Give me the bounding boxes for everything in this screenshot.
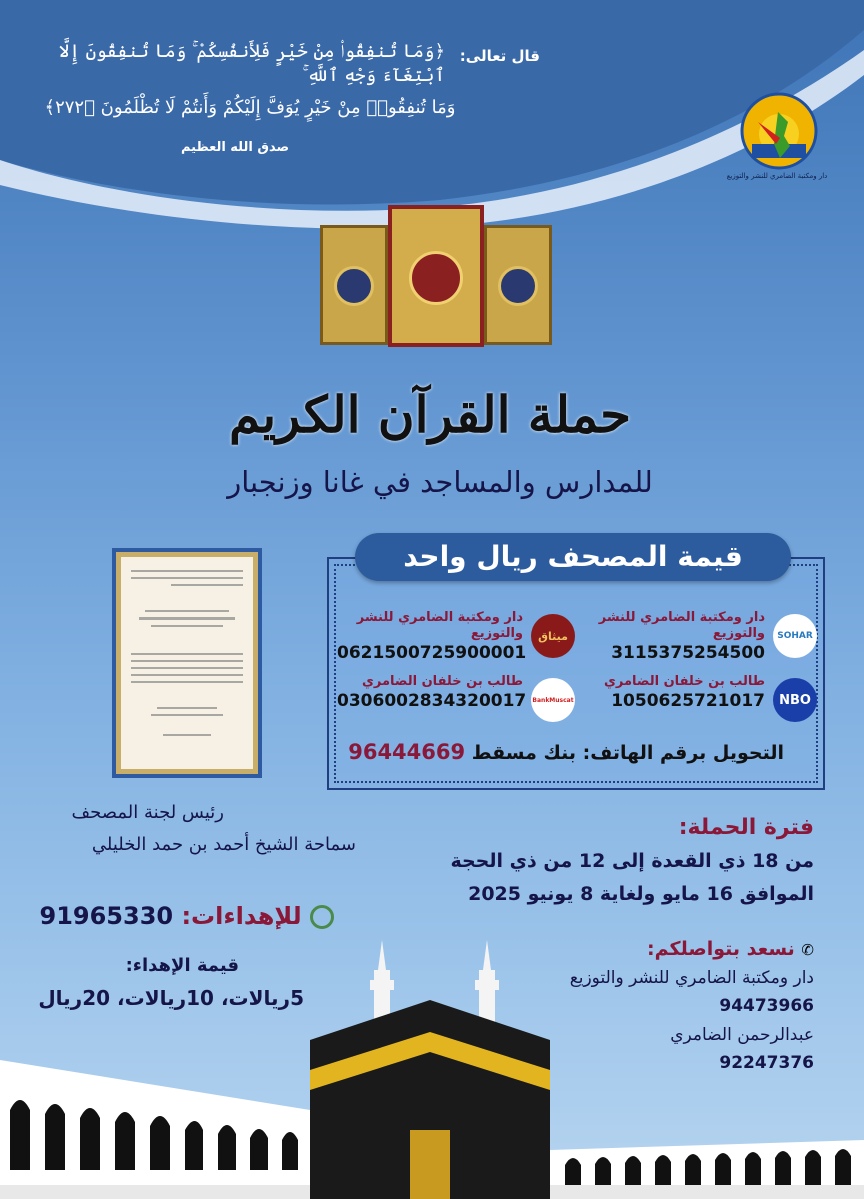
contact-heading bbox=[647, 938, 814, 960]
account-holder: دار ومكتبة الضامري للنشر والتوزيع bbox=[356, 610, 523, 641]
gift-values: 5ريالات، 10ريالات، 20ريال bbox=[38, 986, 304, 1010]
committee-head-name: سماحة الشيخ أحمد بن حمد الخليلي bbox=[91, 834, 356, 855]
kaaba-illustration bbox=[300, 940, 560, 1199]
sohar-bank-logo-icon: SOHAR bbox=[773, 614, 817, 658]
bank-account-3 bbox=[577, 674, 817, 722]
account-number: 3115375254500 bbox=[611, 643, 765, 663]
contact-person: عبدالرحمن الضامري bbox=[670, 1025, 814, 1045]
quran-books-image bbox=[320, 205, 552, 347]
publisher-logo bbox=[740, 92, 818, 170]
account-number: 1050625721017 bbox=[611, 691, 765, 711]
phone-icon: ✆ bbox=[801, 941, 814, 959]
contact-org-phone[interactable]: 94473966 bbox=[719, 996, 814, 1016]
bank-account-1 bbox=[577, 610, 817, 664]
contact-label: نسعد بتواصلكم: bbox=[647, 938, 795, 960]
account-number: 0621500725900001 bbox=[337, 643, 527, 663]
campaign-period-gregorian: الموافق 16 مايو ولغاية 8 يونيو 2025 bbox=[468, 883, 814, 905]
book-center bbox=[388, 205, 484, 347]
phone-transfer-label: التحويل برقم الهاتف: بنك مسقط bbox=[471, 742, 784, 764]
verse-line-2: وَمَا تُنفِقُوا۟ مِنْ خَيْرٍ يُوَفَّ إِلَيْكُمْ وَأَنتُمْ لَا تُظْلَمُونَ ﴿٢٧٢﴾ bbox=[44, 97, 456, 118]
campaign-title: حملة القرآن الكريم bbox=[228, 385, 632, 444]
account-holder: طالب بن خلفان الضامري bbox=[603, 674, 765, 689]
account-number: 0306002834320017 bbox=[337, 691, 527, 711]
meethaq-logo-icon: ميثاق bbox=[531, 614, 575, 658]
verse-line-1: ﴿وَمَا تُنفِقُوا۟ مِنْ خَيْرٍ فَلِأَنفُسِكُمْ ۚ وَمَا تُنفِقُونَ إِلَّا ٱبْتِغَآءَ وَجْهِ ٱللَّهِ ۚ bbox=[58, 41, 445, 86]
campaign-subtitle: للمدارس والمساجد في غانا وزنجبار bbox=[227, 465, 653, 499]
bank-account-2 bbox=[335, 610, 575, 664]
publisher-logo-text: دار ومكتبة الضامري للنشر والتوزيع bbox=[726, 172, 828, 180]
contact-person-phone[interactable]: 92247376 bbox=[719, 1053, 814, 1073]
bank-account-4 bbox=[335, 674, 575, 722]
bank-muscat-logo-icon: BankMuscat bbox=[531, 678, 575, 722]
price-banner: قيمة المصحف ريال واحد bbox=[355, 533, 791, 581]
gift-value-label: قيمة الإهداء: bbox=[125, 955, 239, 976]
phone-transfer-number: 96444669 bbox=[348, 740, 466, 764]
whatsapp-icon[interactable] bbox=[310, 905, 334, 929]
endorsement-certificate-image bbox=[112, 548, 262, 778]
verse-closing: صدق الله العظيم bbox=[180, 140, 290, 155]
account-holder: دار ومكتبة الضامري للنشر والتوزيع bbox=[598, 610, 765, 641]
publisher-logo-icon bbox=[740, 92, 818, 170]
book-left bbox=[320, 225, 388, 345]
nbo-logo-icon: NBO bbox=[773, 678, 817, 722]
contact-org: دار ومكتبة الضامري للنشر والتوزيع bbox=[569, 968, 814, 988]
gifts-number[interactable]: 91965330 bbox=[39, 902, 174, 930]
campaign-period-label: فترة الحملة: bbox=[678, 815, 814, 840]
verse-intro: قال تعالى: bbox=[459, 47, 540, 65]
campaign-period-hijri: من 18 ذي القعدة إلى 12 من ذي الحجة bbox=[450, 850, 814, 872]
account-holder: طالب بن خلفان الضامري bbox=[361, 674, 523, 689]
committee-role: رئيس لجنة المصحف bbox=[71, 802, 224, 823]
gifts-contact bbox=[40, 902, 335, 930]
gifts-label: للإهداءات: bbox=[181, 902, 302, 930]
book-right bbox=[484, 225, 552, 345]
phone-transfer bbox=[348, 740, 784, 764]
